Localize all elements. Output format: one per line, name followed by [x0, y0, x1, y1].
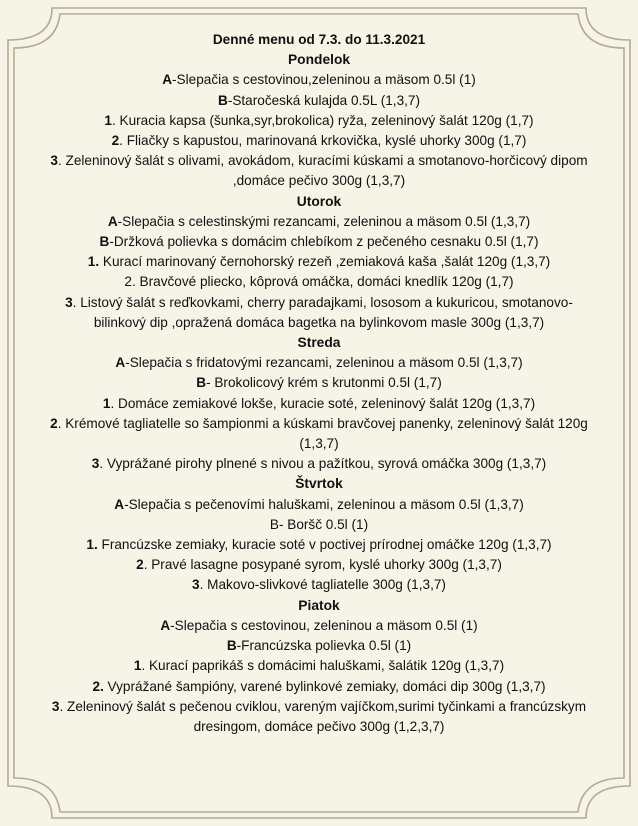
menu-item: [40, 293, 598, 333]
menu-item: [40, 555, 598, 575]
item-prefix: 3: [91, 456, 100, 472]
menu-item: [40, 232, 598, 252]
item-text: -Slepačia s pečenovími haluškami, zeleninou a mäsom 0.5l (1,3,7): [124, 496, 524, 512]
menu-item: [40, 91, 598, 111]
menu-item: [40, 616, 598, 636]
menu-item: [40, 697, 598, 737]
day-section-streda: [40, 333, 598, 474]
menu-item: [40, 131, 598, 151]
item-text: . Zeleninový šalát s pečenou cviklou, vareným vajíčkom,surimi tyčinkami a francúzskym dresingom, domáce pečivo 300g (1,2,3,7): [59, 698, 587, 734]
item-text: -Držková polievka s domácim chlebíkom z pečeného cesnaku 0.5l (1,7): [109, 234, 539, 250]
menu-content: [40, 30, 598, 737]
item-text: Francúzske zemiaky, kuracie soté v poctivej prírodnej omáčke 120g (1,3,7): [97, 537, 552, 553]
item-text: . Pravé lasagne posypané syrom, kyslé uhorky 300g (1,3,7): [143, 557, 502, 573]
item-prefix: A: [114, 496, 125, 512]
day-section-piatok: [40, 596, 598, 737]
item-text: . Listový šalát s reďkovkami, cherry paradajkami, lososom a kukuricou, smotanovo-bilinkový dip ,opražená domáca bagetka na bylinkovom masle 300g (1,3,7): [72, 294, 573, 330]
menu-item: [40, 515, 598, 535]
item-prefix: B: [217, 92, 228, 108]
item-text: . Makovo-slivkové tagliatelle 300g (1,3,7): [199, 577, 446, 593]
menu-item: [40, 495, 598, 515]
item-text: -Staročeská kulajda 0.5L (1,3,7): [227, 92, 420, 108]
item-prefix: 1.: [86, 537, 98, 553]
item-prefix: 3: [65, 294, 73, 310]
item-prefix: 2: [136, 557, 144, 573]
item-text: . Kurací paprikáš s domácimi haluškami, šalátik 120g (1,3,7): [141, 658, 505, 674]
item-prefix: B: [226, 638, 237, 654]
item-prefix: 3: [51, 698, 60, 714]
menu-item: [40, 656, 598, 676]
menu-item: [40, 535, 598, 555]
item-prefix: 1.: [87, 254, 100, 270]
item-prefix: 3: [50, 153, 58, 169]
menu-item: [40, 575, 598, 595]
item-prefix: A: [115, 355, 126, 371]
day-heading: Pondelok: [287, 52, 351, 68]
menu-item: [40, 151, 598, 191]
item-text: -Francúzska polievka 0.5l (1): [236, 638, 412, 654]
day-heading: Piatok: [298, 597, 340, 613]
menu-item: [40, 70, 598, 90]
menu-item: [40, 677, 598, 697]
item-text: -Slepačia s celestinskými rezancami, zeleninou a mäsom 0.5l (1,3,7): [117, 213, 531, 229]
day-heading: Utorok: [296, 193, 342, 209]
item-text: -Slepačia s cestovinou,zeleninou a mäsom 0.5l (1): [172, 72, 476, 88]
menu-item: [40, 414, 598, 454]
item-text: 2. Bravčové pliecko, kôprová omáčka, domáci knedlík 120g (1,7): [124, 274, 514, 290]
menu-item: [40, 636, 598, 656]
item-text: - Brokolicový krém s krutonmi 0.5l (1,7): [206, 375, 442, 391]
day-section-stvrtok: [40, 474, 598, 595]
item-prefix: B: [196, 375, 207, 391]
item-prefix: 3: [192, 577, 200, 593]
item-text: Kurací marinovaný černohorský rezeň ,zemiaková kaša ,šalát 120g (1,3,7): [99, 254, 551, 270]
item-text: . Krémové tagliatelle so šampionmi a kúskami bravčovej panenky, zeleninový šalát 120g (1,3,7): [57, 415, 588, 452]
item-prefix: 2: [111, 133, 120, 149]
item-prefix: A: [160, 617, 171, 633]
item-text: . Vyprážané pirohy plnené s nivou a pažítkou, syrová omáčka 300g (1,3,7): [99, 456, 547, 472]
menu-item: [40, 373, 598, 393]
item-text: -Slepačia s cestovinou, zeleninou a mäsom 0.5l (1): [170, 617, 478, 633]
item-prefix: B: [99, 234, 110, 250]
item-prefix: 1: [133, 658, 142, 674]
item-prefix: A: [107, 213, 118, 229]
item-prefix: 2: [50, 415, 58, 431]
menu-item: [40, 111, 598, 131]
day-heading: Štvrtok: [295, 476, 343, 492]
item-text: Vyprážané šampióny, varené bylinkové zemiaky, domáci dip 300g (1,3,7): [103, 678, 546, 694]
menu-title: Denné menu od 7.3. do 11.3.2021: [212, 32, 426, 47]
item-text: . Domáce zemiakové lokše, kuracie soté, zeleninový šalát 120g (1,3,7): [110, 395, 536, 411]
menu-item: [40, 252, 598, 272]
item-prefix: A: [162, 72, 173, 88]
item-prefix: 1: [102, 395, 111, 411]
menu-item: [40, 272, 598, 292]
menu-item: [40, 353, 598, 373]
item-text: B- Boršč 0.5l (1): [269, 516, 369, 532]
item-prefix: 2.: [92, 678, 104, 694]
item-text: -Slepačia s fridatovými rezancami, zeleninou a mäsom 0.5l (1,3,7): [125, 355, 523, 371]
menu-item: [40, 454, 598, 474]
menu-item: [40, 212, 598, 232]
item-text: . Kuracia kapsa (šunka,syr,brokolica) ryža, zeleninový šalát 120g (1,7): [111, 112, 534, 128]
item-prefix: 1: [104, 112, 112, 128]
day-section-pondelok: [40, 50, 598, 191]
day-heading: Streda: [297, 335, 341, 351]
item-text: . Fliačky s kapustou, marinovaná krkovička, kyslé uhorky 300g (1,7): [119, 133, 527, 149]
day-section-utorok: [40, 192, 598, 333]
menu-item: [40, 394, 598, 414]
item-text: . Zeleninový šalát s olivami, avokádom, kuracími kúskami a smotanovo-horčicový dipom ,domáce pečivo 300g (1,3,7): [57, 153, 588, 189]
